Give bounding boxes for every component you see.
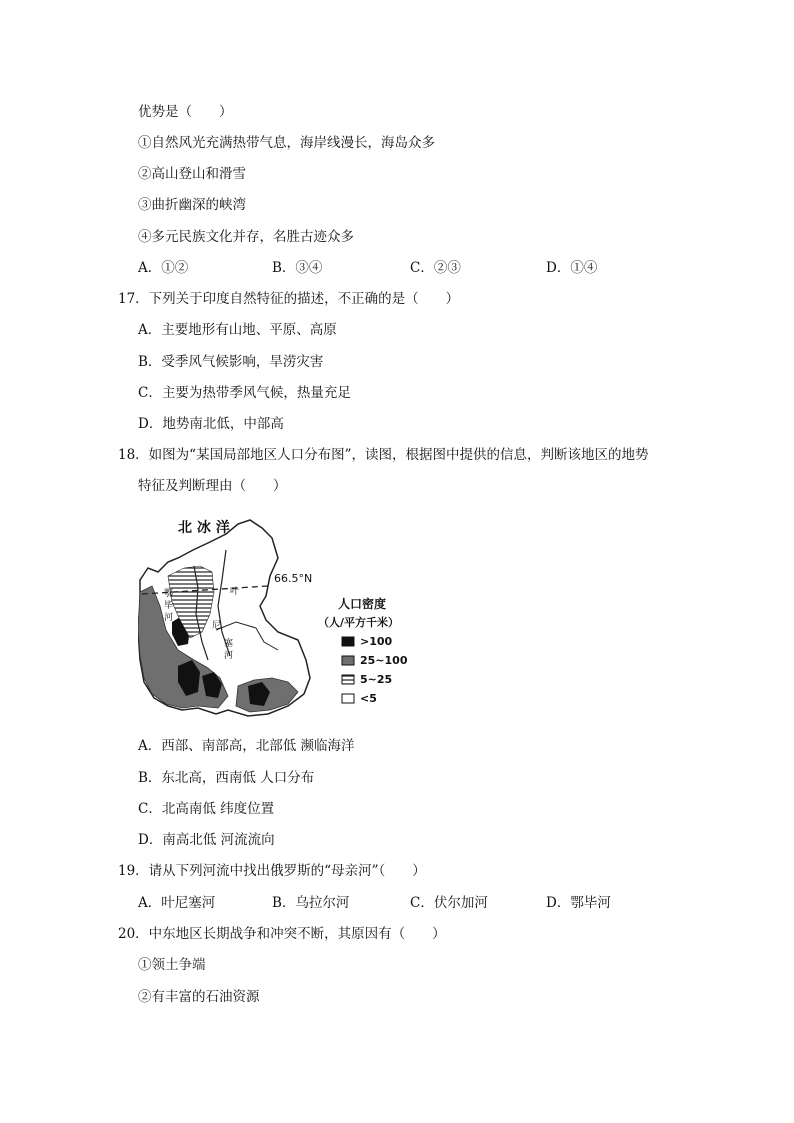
- q19-option-a: A．叶尼塞河: [138, 895, 216, 911]
- q17-option-c: C．主要为热带季风气候，热量充足: [138, 385, 351, 401]
- q16-item-1: ①自然风光充满热带气息，海岸线漫长，海岛众多: [138, 135, 435, 151]
- q17-option-b: B．受季风气候影响，旱涝灾害: [138, 354, 324, 370]
- map-river-ob-char-2: 毕: [164, 601, 174, 611]
- q17-option-a: A．主要地形有山地、平原、高原: [138, 322, 337, 338]
- map-latitude-label: 66.5°N: [274, 572, 313, 585]
- legend-swatch-25-100: [342, 656, 354, 665]
- map-river-yenisei-char-2: 尼: [212, 621, 222, 631]
- legend-swatch-5-25: [342, 675, 354, 684]
- legend-swatch-under-5: [342, 694, 354, 703]
- q18-stem-line1: 18．如图为“某国局部地区人口分布图”，读图，根据图中提供的信息，判断该地区的地势: [118, 447, 649, 463]
- q20-item-1: ①领土争端: [138, 957, 206, 973]
- legend-label-5-25: 5~25: [360, 673, 393, 686]
- q20-stem: 20．中东地区长期战争和冲突不断，其原因有（ ）: [118, 926, 446, 942]
- legend-label-under-5: <5: [360, 692, 377, 705]
- q19-option-b: B．乌拉尔河: [272, 895, 350, 911]
- map-river-yenisei-char-4: 河: [224, 651, 234, 661]
- map-river-yenisei-char-3: 塞: [224, 639, 234, 649]
- q18-option-a: A．西部、南部高，北部低 濒临海洋: [138, 738, 355, 754]
- q16-item-4: ④多元民族文化并存，名胜古迹众多: [138, 229, 354, 245]
- map-river-ob-char-3: 河: [164, 613, 174, 623]
- population-density-map: [138, 510, 428, 720]
- legend-title: 人口密度: [338, 597, 387, 611]
- q20-item-2: ②有丰富的石油资源: [138, 989, 260, 1005]
- q19-stem: 19．请从下列河流中找出俄罗斯的“母亲河”（ ）: [118, 863, 426, 879]
- legend-swatch-over-100: [342, 637, 354, 646]
- q16-option-b: B．③④: [272, 260, 323, 276]
- q18-stem-line2: 特征及判断理由（ ）: [138, 478, 287, 494]
- q16-stem-tail: 优势是（ ）: [138, 104, 233, 120]
- q17-option-d: D．地势南北低，中部高: [138, 416, 284, 432]
- q16-option-a: A．①②: [138, 260, 189, 276]
- q17-stem: 17．下列关于印度自然特征的描述，不正确的是（ ）: [118, 291, 460, 307]
- legend-unit: （人/平方千米）: [318, 616, 400, 629]
- q18-option-c: C．北高南低 纬度位置: [138, 801, 275, 817]
- q19-option-d: D．鄂毕河: [546, 895, 611, 911]
- q16-item-3: ③曲折幽深的峡湾: [138, 197, 246, 213]
- q16-option-d: D．①④: [546, 260, 598, 276]
- q16-option-c: C．②③: [410, 260, 461, 276]
- q18-option-d: D．南高北低 河流流向: [138, 832, 275, 848]
- q19-option-c: C．伏尔加河: [410, 895, 488, 911]
- q16-item-2: ②高山登山和滑雪: [138, 166, 246, 182]
- map-river-ob-char-1: 鄂: [164, 589, 174, 599]
- q18-option-b: B．东北高，西南低 人口分布: [138, 770, 315, 786]
- legend-label-over-100: >100: [360, 635, 393, 648]
- map-ocean-label: 北 冰 洋: [178, 520, 230, 536]
- legend-label-25-100: 25~100: [360, 654, 408, 667]
- map-river-yenisei-char-1: 叶: [230, 587, 240, 597]
